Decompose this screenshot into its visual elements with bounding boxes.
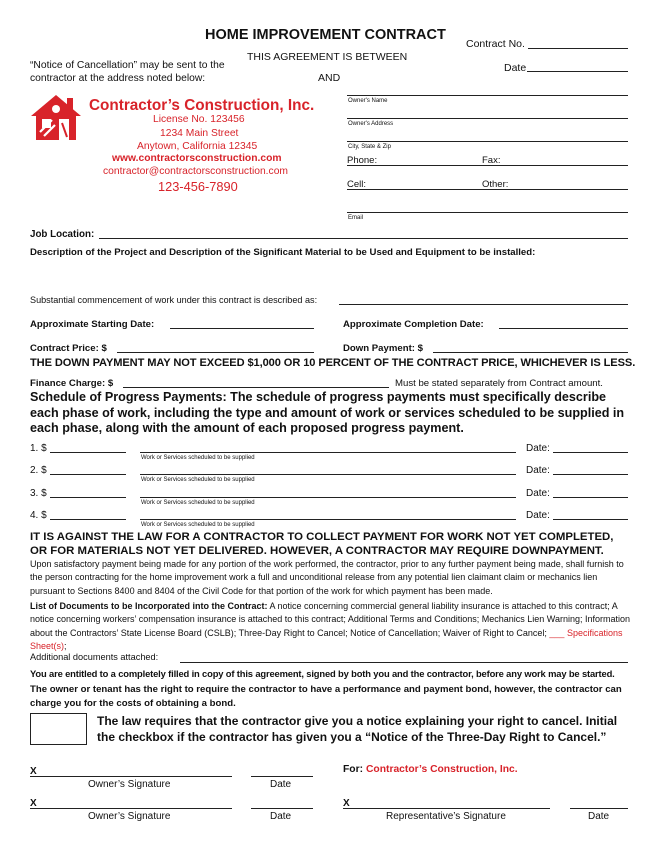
owner-date-1-label: Date	[270, 779, 292, 790]
contractor-phone: 123-456-7890	[158, 179, 238, 194]
payment-row-4-caption: Work or Services scheduled to be supplied	[141, 522, 255, 528]
owner-phone-label: Phone:	[347, 155, 378, 166]
payment-row-3-amount[interactable]	[50, 497, 126, 498]
documents-tail: ;	[64, 640, 67, 651]
date-field[interactable]	[527, 71, 628, 72]
contract-title: HOME IMPROVEMENT CONTRACT	[205, 27, 446, 43]
payment-row-2-work[interactable]	[140, 474, 516, 475]
bond-notice: The owner or tenant has the right to require the contractor to have a performance and payment bond, however, the contractor can charge you for the costs of obtaining a bond.	[30, 684, 622, 709]
owner-date-2-field[interactable]	[251, 808, 313, 809]
payment-row-2-number: 2. $	[30, 465, 47, 476]
additional-docs-label: Additional documents attached:	[30, 652, 159, 662]
payment-row-1-caption: Work or Services scheduled to be supplied	[141, 455, 255, 461]
copy-notice: You are entitled to a completely filled in copy of this agreement, signed by both you and the contractor, before any work may be started.	[30, 668, 615, 679]
notice-address-line1: “Notice of Cancellation” may be sent to the	[30, 60, 225, 71]
schedule-heading: Schedule of Progress Payments: The schedule of progress payments must specifically describe each phase of work, including the type and amount of work or services scheduled to be supplied in each phase, along with the amount of each proposed progress payment.	[30, 390, 625, 435]
owner-cell-other-field[interactable]	[347, 189, 628, 190]
completion-date-field[interactable]	[499, 328, 628, 329]
payment-row-4-work[interactable]	[140, 519, 516, 520]
finance-charge-note: Must be stated separately from Contract amount.	[395, 378, 603, 389]
cancel-notice-checkbox[interactable]	[30, 713, 87, 745]
payment-row-1-number: 1. $	[30, 443, 47, 454]
owner-signature-2-label: Owner’s Signature	[88, 811, 171, 822]
owner-email-label: Email	[348, 215, 364, 221]
owner-sig-x-2: X	[30, 798, 37, 809]
contractor-name: Contractor’s Construction, Inc.	[89, 97, 315, 114]
owner-signature-1-field[interactable]	[30, 776, 232, 777]
payment-row-4-date-label: Date:	[526, 510, 550, 521]
additional-docs-field[interactable]	[180, 662, 628, 663]
owner-city-label: City, State & Zip	[348, 144, 391, 150]
start-date-field[interactable]	[170, 328, 314, 329]
lien-release-text: Upon satisfactory payment being made for any portion of the work performed, the contractor, prior to any further payment being made, shall furnish to the person contracting for the home improvement work a full and unconditional release from any potential lien claimant claim or mechanics lien pursuant to Sections 8400 and 8404 of the Civil Code for that portion of the work for which payment has been made.	[30, 559, 624, 596]
contract-price-field[interactable]	[117, 352, 314, 353]
and-label: AND	[318, 72, 341, 84]
owner-fax-label: Fax:	[482, 155, 501, 166]
owner-city-field[interactable]	[347, 141, 628, 142]
start-date-label: Approximate Starting Date:	[30, 319, 155, 330]
owner-date-1-field[interactable]	[251, 776, 313, 777]
specs-blank: ___	[549, 627, 565, 638]
job-location-field[interactable]	[99, 238, 628, 239]
payment-row-4-number: 4. $	[30, 510, 47, 521]
owner-date-2-label: Date	[270, 811, 292, 822]
owner-signature-2-field[interactable]	[30, 808, 232, 809]
contractor-email: contractor@contractorsconstruction.com	[103, 166, 288, 177]
commencement-field[interactable]	[339, 304, 628, 305]
owner-name-field[interactable]	[347, 95, 628, 96]
agreement-between: THIS AGREEMENT IS BETWEEN	[247, 51, 408, 63]
completion-date-label: Approximate Completion Date:	[343, 319, 484, 330]
rep-signature-field[interactable]	[343, 808, 550, 809]
owner-cell-label: Cell:	[347, 179, 367, 190]
owner-name-label: Owner's Name	[348, 98, 388, 104]
payment-row-2-caption: Work or Services scheduled to be supplied	[141, 477, 255, 483]
notice-address-line2: contractor at the address noted below:	[30, 73, 206, 84]
payment-row-1-work[interactable]	[140, 452, 516, 453]
date-label: Date	[504, 62, 527, 74]
contractor-street: 1234 Main Street	[160, 128, 239, 139]
owner-email-field[interactable]	[347, 212, 628, 213]
owner-signature-1-label: Owner’s Signature	[88, 779, 171, 790]
for-label: For:	[343, 764, 364, 775]
owner-other-label: Other:	[482, 179, 509, 190]
payment-law-warning: IT IS AGAINST THE LAW FOR A CONTRACTOR TO COLLECT PAYMENT FOR WORK NOT YET COMPLETED, OR FOR MATERIALS NOT YET DELIVERED. HOWEVER, A CONTRACTOR MAY REQUIRE DOWNPAYMENT.	[30, 531, 614, 557]
payment-row-2-date-label: Date:	[526, 465, 550, 476]
payment-row-1-amount[interactable]	[50, 452, 126, 453]
contractor-website: www.contractorsconstruction.com	[112, 153, 282, 164]
payment-row-4-date[interactable]	[553, 519, 628, 520]
payment-row-1-date-label: Date:	[526, 443, 550, 454]
finance-charge-field[interactable]	[123, 387, 389, 388]
finance-charge-label: Finance Charge: $	[30, 378, 114, 389]
project-description-label: Description of the Project and Description of the Significant Material to be Used and Equipment to be installed:	[30, 247, 536, 258]
contract-no-field[interactable]	[528, 48, 628, 49]
payment-row-3-number: 3. $	[30, 488, 47, 499]
owner-phone-fax-field[interactable]	[347, 165, 628, 166]
payment-row-4-amount[interactable]	[50, 519, 126, 520]
owner-address-field[interactable]	[347, 118, 628, 119]
house-tools-logo-icon	[29, 92, 83, 142]
owner-sig-x-1: X	[30, 766, 37, 777]
payment-row-3-date-label: Date:	[526, 488, 550, 499]
job-location-label: Job Location:	[30, 229, 95, 240]
contractor-city: Anytown, California 12345	[137, 141, 258, 152]
rep-date-field[interactable]	[570, 808, 628, 809]
documents-paragraph	[30, 600, 630, 653]
payment-row-3-work[interactable]	[140, 497, 516, 498]
payment-row-3-date[interactable]	[553, 497, 628, 498]
payment-row-2-amount[interactable]	[50, 474, 126, 475]
documents-text: A notice concerning commercial general liability insurance is attached to this contract; A notice concerning workers’ compensation insurance is attached to this contract; Additional Terms and Conditions; Mechanics Lien Warning; Information about the Contractors’ State License Board (CSLB); Three-Day Right to Cancel; Notice of Cancellation; Waiver of Right to Cancel;	[30, 601, 630, 638]
down-payment-warning: THE DOWN PAYMENT MAY NOT EXCEED $1,000 OR 10 PERCENT OF THE CONTRACT PRICE, WHICHEVER IS LESS.	[30, 357, 636, 369]
payment-row-1-date[interactable]	[553, 452, 628, 453]
contract-price-label: Contract Price: $	[30, 343, 107, 354]
rep-date-label: Date	[588, 811, 610, 822]
down-payment-label: Down Payment: $	[343, 343, 423, 354]
specs-sheet: Specifications Sheet(s)	[30, 627, 623, 651]
contract-no-label: Contract No.	[466, 38, 525, 50]
down-payment-field[interactable]	[433, 352, 628, 353]
documents-label: List of Documents to be Incorporated into the Contract:	[30, 601, 268, 611]
commencement-label: Substantial commencement of work under this contract is described as:	[30, 295, 318, 305]
payment-row-3-caption: Work or Services scheduled to be supplied	[141, 500, 255, 506]
cancel-notice-text: The law requires that the contractor give you a notice explaining your right to cancel. Initial the checkbox if the contractor has given you a “Notice of the Three-Day Right to Cancel.”	[97, 714, 618, 744]
owner-address-label: Owner's Address	[348, 121, 394, 127]
contractor-license: License No. 123456	[153, 114, 245, 125]
for-company: Contractor’s Construction, Inc.	[366, 764, 518, 775]
payment-row-2-date[interactable]	[553, 474, 628, 475]
rep-sig-x: X	[343, 798, 350, 809]
rep-signature-label: Representative’s Signature	[386, 811, 506, 822]
